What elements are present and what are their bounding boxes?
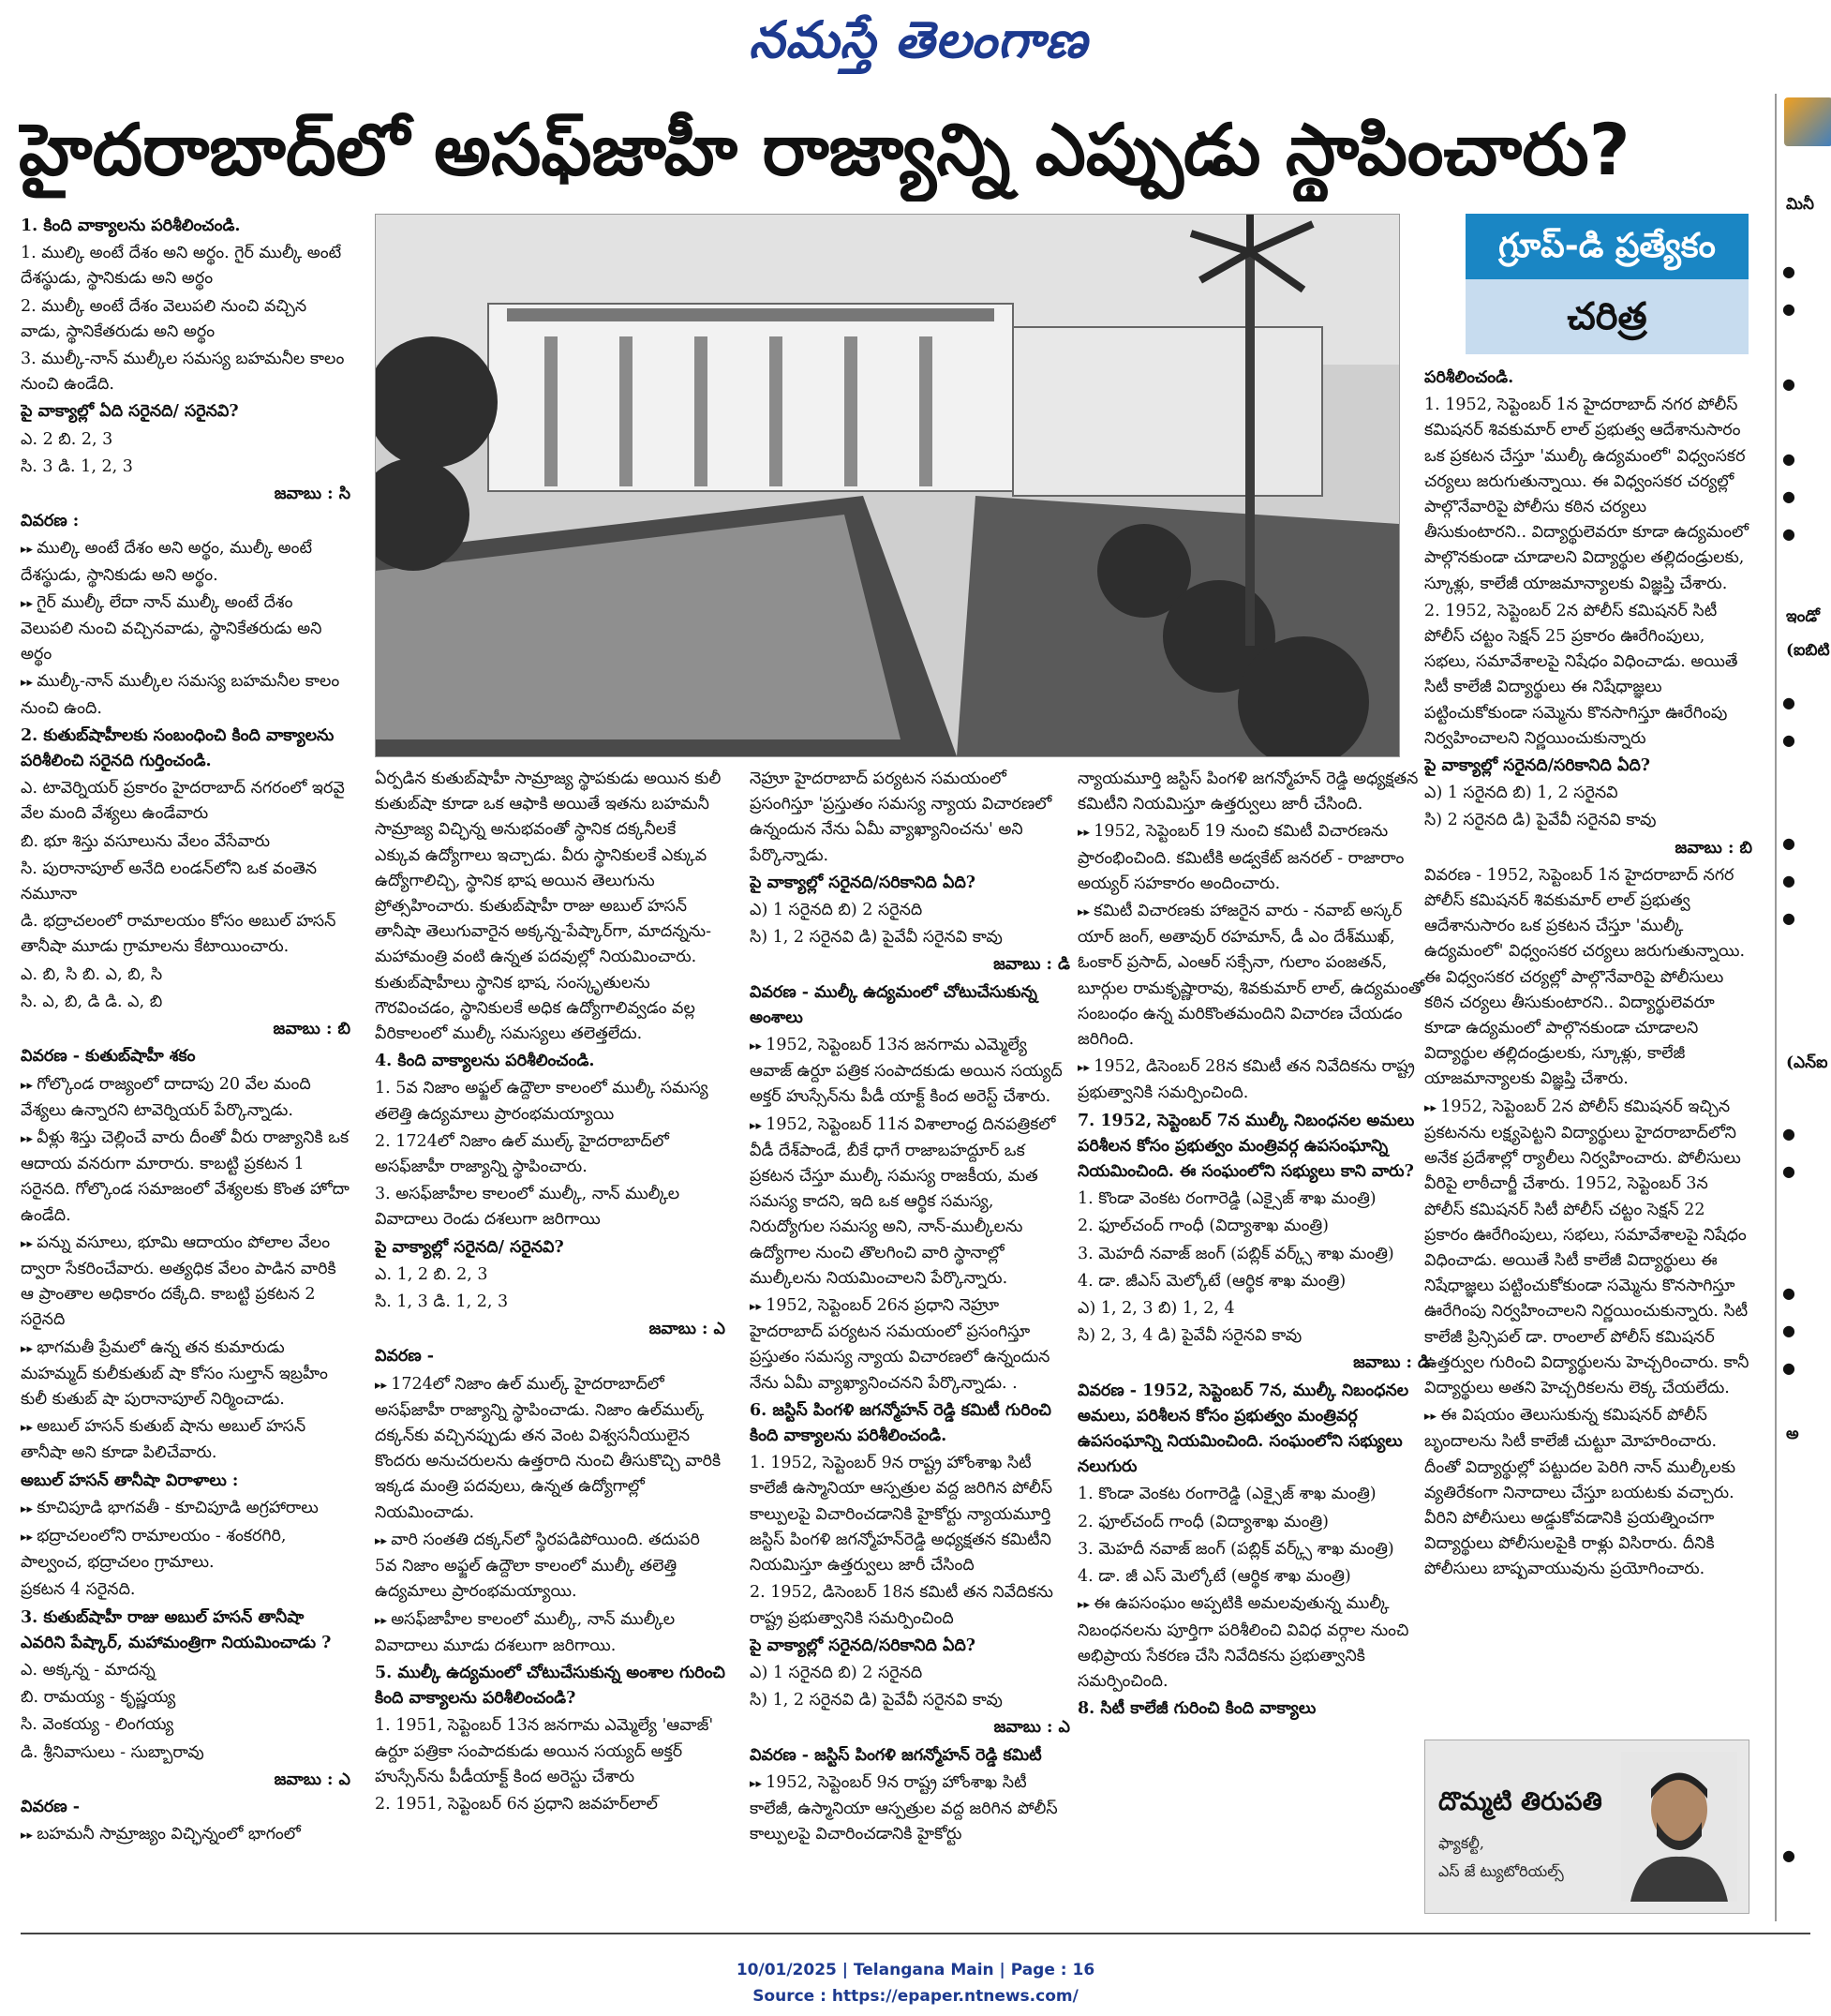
banner-group-d: గ్రూప్-డి ప్రత్యేకం: [1466, 214, 1749, 279]
paragraph-text: ▸▸ అసఫ్‌జాహీల కాలంలో ముల్కీ, నాన్ ముల్కీల వివాదాలు మూడు దశలుగా జరిగాయి.: [375, 1607, 725, 1659]
palace-photo-illustration: [376, 215, 1399, 756]
question-text: 5. ముల్కీ ఉద్యమంలో చోటుచేసుకున్న అంశాల గురించి కింది వాక్యాలను పరిశీలించండి?: [375, 1663, 725, 1709]
answer-text: జవాబు : డి: [993, 955, 1070, 975]
question-text: వివరణ -: [375, 1347, 435, 1366]
paragraph-text: ▸▸ 1952, సెప్టెంబర్ 2న పోలీస్ కమిషనర్ ఇచ్చిన ప్రకటనను లక్ష్యపెట్టని విద్యార్థులు హైదరాబాద్‌లోని అనేక ప్రదేశాల్లో ర్యాలీలు నిర్వహించారు. పోలీసులు వీరిపై లాఠీచార్జీ చేశారు. 1952, సెప్టెంబర్ 3న పోలీస్ కమిషనర్ సిటీ పోలీస్ చట్టం సెక్షన్ 22 ప్రకారం ఊరేగింపులు, సభలు, సమావేశాలపై నిషేధం విధించాడు. అయితే సిటీ కాలేజీ విద్యార్థులు ఈ నిషేధాజ్ఞలు పట్టించుకోకుండా సమ్మెను కొనసాగిస్తూ ఊరేగింపు నిర్వహించాలని నిర్ణయించుకున్నారు. సిటీ కాలేజీ ప్రిన్సిపల్ డా. రాంలాల్ పోలీస్ కమిషనర్ ఉత్తర్వుల గురించి విద్యార్థులను హెచ్చరించారు. కానీ విద్యార్థులు అతని హెచ్చరికలను లెక్క చేయలేదు.: [1424, 1095, 1752, 1401]
paragraph-text: సి) 1, 2 సరైనవి డి) పైవేవీ సరైనవి కావు: [750, 1691, 1003, 1710]
question-text: 6. జస్టిస్ పింగళి జగన్మోహన్ రెడ్డి కమిటీ గురించి కింది వాక్యాలను పరిశీలించండి.: [750, 1400, 1051, 1446]
paragraph-text: ▸▸ ముల్కి అంటే దేశం అని అర్థం, ముల్కీ అంటే దేశస్థుడు, స్థానికుడు అని అర్థం.: [21, 536, 350, 588]
sidebar-bullet-icon: ●: [1782, 872, 1795, 889]
sidebar-bullet-icon: ●: [1782, 300, 1795, 318]
paragraph-text: ▸▸ 1952, సెప్టెంబర్ 11న విశాలాంధ్ర దినపత్రికలో వీడీ దేశ్‌పాండే, బీకే ధాగే రాజాబహద్దూర్ ఒక ప్రకటన చేస్తూ ముల్కీ సమస్య రాజకీయ, మత సమస్య కాదని, ఇది ఒక ఆర్థిక సమస్య, నిరుద్యోగుల సమస్య అని, నాన్-ముల్కీలను ఉద్యోగాల నుంచి తొలగించి వారి స్థానాల్లో ముల్కీలను నియమించాలని పేర్కొన్నారు.: [750, 1113, 1070, 1292]
question-text: వివరణ :: [21, 512, 80, 531]
paragraph-text: ▸▸ ఈ ఉపసంఘం అప్పటికి అమలవుతున్న ముల్కీ నిబంధనలను పూర్తిగా పరిశీలించి వివిధ వర్గాల నుంచి అభిప్రాయ సేకరణ చేసి నివేదికను ప్రభుత్వానికి సమర్పించింది.: [1078, 1591, 1430, 1695]
paragraph-text: 1. కొండా వెంకట రంగారెడ్డి (ఎక్సైజ్ శాఖ మంత్రి): [1078, 1485, 1377, 1504]
paragraph-text: 2. ఫూల్‌చంద్ గాంధీ (విద్యాశాఖ మంత్రి): [1078, 1217, 1329, 1236]
paragraph-text: 2. 1951, సెప్టెంబర్ 6న ప్రధాని జవహర్‌లాల్: [375, 1794, 658, 1814]
paragraph-text: సి. పురానాపూల్ అనేది లండన్‌లోని ఒక వంతెన నమూనా: [21, 859, 318, 904]
paragraph-text: ▸▸ 1952, డిసెంబర్ 28న కమిటీ తన నివేదికను రాష్ట్ర ప్రభుత్వానికి సమర్పించింది.: [1078, 1054, 1430, 1106]
paragraph-text: వివరణ - 1952, సెప్టెంబర్ 1న హైదరాబాద్ నగర పోలీస్ కమిషనర్ శివకుమార్ లాల్ ప్రభుత్వ ఆదేశానుసారం ఒక ప్రకటన చేస్తూ 'ముల్కీ ఉద్యమంలో' విధ్వంసకర చర్యలు జరుగుతున్నాయి. ఈ విధ్వంసకర చర్యల్లో పాల్గొనేవారిపై పోలీసులు కఠిన చర్యలు తీసుకుంటారని.. విద్యార్థులెవరూ కూడా ఉద్యమంలో పాల్గొనకుండా చూడాలని విద్యార్థుల తల్లిదండ్రులకు, స్కూళ్లు, కాలేజీ యాజమాన్యాలకు విజ్ఞప్తి చేశారు.: [1424, 865, 1746, 1089]
question-text: పై వాక్యాల్లో సరైనది/ సరైనవి?: [375, 1237, 564, 1257]
paragraph-text: 2. ఫూల్‌చంద్ గాంధీ (విద్యాశాఖ మంత్రి): [1078, 1512, 1329, 1531]
sidebar-heading-1: మినీ: [1786, 195, 1814, 214]
author-firm: ఎస్ జే ట్యుటోరియల్స్: [1438, 1862, 1564, 1880]
paragraph-text: ▸▸ 1952, సెప్టెంబర్ 13న జనగామ ఎమ్మెల్యే ఆవాజ్ ఉర్దూ పత్రిక సంపాదకుడు అయిన సయ్యద్ అక్తర్ హుస్సేన్‌ను పీడీ యాక్ట్ కింద అరెస్ట్ చేశారు.: [750, 1033, 1070, 1111]
sidebar-bullet-icon: ●: [1782, 375, 1795, 393]
paragraph-text: ▸▸ భద్రాచలంలోని రామాలయం - శంకరగిరి, పాల్వంచ, భద్రాచలం గ్రామాలు.: [21, 1524, 350, 1575]
answer-text: జవాబు : ఎ: [274, 1770, 350, 1789]
question-text: 7. 1952, సెప్టెంబర్ 7న ముల్కీ నిబంధనల అమలు పరిశీలన కోసం ప్రభుత్వం మంత్రివర్గ ఉపసంఘాన్ని నియమించింది. ఈ సంఘంలోని సభ్యులు కాని వారు?: [1078, 1111, 1415, 1182]
footer-source-link[interactable]: Source : https://epaper.ntnews.com/: [752, 1987, 1079, 2006]
paragraph-text: 1. కొండా వెంకట రంగారెడ్డి (ఎక్సైజ్ శాఖ మంత్రి): [1078, 1189, 1377, 1209]
author-photo: [1621, 1752, 1737, 1902]
paragraph-text: ఎ) 1, 2, 3 బి) 1, 2, 4: [1078, 1299, 1235, 1319]
paragraph-text: న్యాయమూర్తి జస్టిస్ పింగళి జగన్మోహన్ రెడ్డి అధ్యక్షతన కమిటీని నియమిస్తూ ఉత్తర్వులు జారీ చేసింది.: [1078, 769, 1419, 814]
article-column-1: [21, 214, 350, 1901]
article-column-2: [375, 767, 725, 1934]
sidebar-heading-2: ఇండో: [1786, 607, 1820, 626]
paragraph-text: సి) 2, 3, 4 డి) పైవేవీ సరైనవి కావు: [1078, 1326, 1303, 1346]
paragraph-text: 2. 1952, సెప్టెంబర్ 2న పోలీస్ కమిషనర్ సిటీ పోలీస్ చట్టం సెక్షన్ 25 ప్రకారం ఊరేగింపులు, సభలు, సమావేశాలపై నిషేధం విధించాడు. అయితే సిటీ కాలేజీ విద్యార్థులు ఈ నిషేధాజ్ఞలు పట్టించుకోకుండా సమ్మెను కొనసాగిస్తూ ఊరేగింపు నిర్వహించాలని నిర్ణయించుకున్నారు: [1424, 601, 1738, 748]
question-text: 4. కింది వాక్యాలను పరిశీలించండి.: [375, 1052, 595, 1071]
answer-text: జవాబు : ఎ: [648, 1320, 725, 1339]
masthead-logo: నమస్తే తెలంగాణ: [749, 9, 1088, 69]
question-text: వివరణ -: [21, 1797, 81, 1816]
paragraph-text: ఎ. బి, సి బి. ఎ, బి, సి: [21, 964, 163, 984]
sidebar-bullet-icon: ●: [1782, 909, 1795, 927]
paragraph-text: ▸▸ 1952, సెప్టెంబర్ 26న ప్రధాని నెహ్రూ హైదరాబాద్ పర్యటన సమయంలో ప్రసంగిస్తూ ప్రస్తుతం సమస్య న్యాయ విచారణలో ఉన్నందున నేను ఏమీ వ్యాఖ్యానించనని పేర్కొన్నాడు. .: [750, 1293, 1070, 1396]
section-banner: [1466, 214, 1749, 354]
sidebar-bullet-icon: ●: [1782, 487, 1795, 505]
sidebar-bullet-icon: ●: [1782, 1284, 1795, 1302]
sidebar-bullet-icon: ●: [1782, 1359, 1795, 1377]
paragraph-text: 1. 1952, సెప్టెంబర్ 1న హైదరాబాద్ నగర పోలీస్ కమిషనర్ శివకుమార్ లాల్ ప్రభుత్వ ఆదేశానుసారం ఒక ప్రకటన చేస్తూ 'ముల్కీ ఉద్యమంలో' విధ్వంసకర చర్యలు జరుగుతున్నాయి. ఈ విధ్వంసకర చర్యల్లో పాల్గొనేవారిపై పోలీసు కఠిన చర్యలు తీసుకుంటారని.. విద్యార్థులెవరూ కూడా ఉద్యమంలో పాల్గొనకుండా చూడాలని విద్యార్థుల తల్లిదండ్రులకు, స్కూళ్లు, కాలేజీ యాజమాన్యాలకు విజ్ఞప్తి చేశారు.: [1424, 396, 1749, 593]
paragraph-text: 3. అసఫ్‌జాహీల కాలంలో ముల్కీ, నాన్ ముల్కీల వివాదాలు రెండు దశలుగా జరిగాయి: [375, 1185, 680, 1230]
answer-text: జవాబు : ఎ: [993, 1718, 1070, 1738]
paragraph-text: ▸▸ 1952, సెప్టెంబర్ 9న రాష్ట్ర హోంశాఖ సిటీ కాలేజీ, ఉస్మానియా ఆస్పత్రుల వద్ద జరిగిన పోలీస్ కాల్పులపై విచారించడానికి హైకోర్టు: [750, 1770, 1070, 1848]
paragraph-text: సి) 1, 2 సరైనవి డి) పైవేవీ సరైనవి కావు: [750, 928, 1003, 948]
article-column-3: [750, 767, 1070, 1934]
sidebar-heading-5: అ: [1786, 1425, 1799, 1443]
question-text: వివరణ - 1952, సెప్టెంబర్ 7న, ముల్కీ నిబంధనల అమలు, పరిశీలన కోసం ప్రభుత్వం మంత్రివర్గ ఉపసంఘాన్ని నియమించింది. సంఘంలోని సభ్యులు నలుగురు: [1078, 1381, 1409, 1477]
headline: హైదరాబాద్‌లో అసఫ్‌జాహీ రాజ్యాన్ని ఎప్పుడు స్థాపించారు?: [19, 108, 1630, 191]
paragraph-text: ▸▸ అబుల్ హసన్ కుతుబ్ షాను అబుల్ హసన్ తానీషా అని కూడా పిలిచేవారు.: [21, 1414, 350, 1466]
paragraph-text: సి. ఎ, బి, డి డి. ఎ, బి: [21, 992, 163, 1011]
article-column-5: [1424, 366, 1752, 1734]
sidebar-bullet-icon: ●: [1782, 694, 1795, 711]
paragraph-text: 1. 5వ నిజాం అఫ్జల్ ఉద్దౌలా కాలంలో ముల్కీ సమస్య తలెత్తి ఉద్యమాలు ప్రారంభమయ్యాయి: [375, 1079, 708, 1124]
question-text: పై వాక్యాల్లో సరైనది/సరికానిది ఏది?: [1424, 756, 1651, 776]
sidebar-bullet-icon: ●: [1782, 1322, 1795, 1339]
paragraph-text: సి) 2 సరైనది డి) పైవేవీ సరైనవి కావు: [1424, 811, 1657, 830]
paragraph-text: 1. ముల్కి అంటే దేశం అని అర్థం. గైర్ ముల్కీ అంటే దేశస్థుడు, స్థానికుడు అని అర్థం: [21, 244, 342, 289]
article-column-4: [1078, 767, 1430, 1934]
banner-subject: చరిత్ర: [1466, 279, 1749, 354]
paragraph-text: ▸▸ భాగమతీ ప్రేమలో ఉన్న తన కుమారుడు మహమ్మద్ కులీకుతుబ్ షా కోసం సుల్తాన్ ఇబ్రహీం కులీ కుతుబ్ షా పురానాపూల్ నిర్మించాడు.: [21, 1336, 350, 1413]
question-text: 2. కుతుబ్‌షాహీలకు సంబంధించి కింది వాక్యాలను పరిశీలించి సరైనది గుర్తించండి.: [21, 725, 335, 771]
paragraph-text: 2. 1724లో నిజాం ఉల్ ముల్క్ హైదరాబాద్‌లో అసఫ్‌జాహీ రాజ్యాన్ని స్థాపించారు.: [375, 1131, 669, 1177]
paragraph-text: ఎ. 1, 2 బి. 2, 3: [375, 1264, 488, 1284]
question-text: పై వాక్యాల్లో సరైనది/సరికానిది ఏది?: [750, 1635, 976, 1655]
paragraph-text: బి. భూ శిస్తు వసూలును వేలం వేసేవారు: [21, 831, 271, 851]
question-text: 8. సిటీ కాలేజీ గురించి కింది వాక్యాలు: [1078, 1699, 1317, 1719]
author-box: [1424, 1740, 1749, 1914]
paragraph-text: ఎ) 1 సరైనది బి) 2 సరైనది: [750, 1663, 923, 1682]
question-text: 3. కుతుబ్‌షాహీ రాజు అబుల్ హసన్ తానీషా ఎవరిని పేష్కార్, మహామంత్రిగా నియమించాడు ?: [21, 1607, 332, 1652]
question-text: పరిశీలించండి.: [1424, 368, 1514, 387]
question-text: వివరణ - ముల్కీ ఉద్యమంలో చోటుచేసుకున్న అంశాలు: [750, 982, 1037, 1027]
paragraph-text: ▸▸ బహమనీ సామ్రాజ్యం విచ్ఛిన్నంలో భాగంలో: [21, 1822, 350, 1848]
sidebar-bullet-icon: ●: [1782, 1846, 1795, 1864]
paragraph-text: ఎ) 1 సరైనది బి) 1, 2 సరైనవి: [1424, 784, 1618, 803]
question-text: 1. కింది వాక్యాలను పరిశీలించండి.: [21, 217, 241, 235]
paragraph-text: ▸▸ ఈ విషయం తెలుసుకున్న కమిషనర్ పోలీస్ బృందాలను సిటీ కాలేజీ చుట్టూ మోహరించారు. దీంతో విద్యార్థుల్లో పట్టుదల పెరిగి నాన్ ముల్కీలకు వ్యతిరేకంగా నినాదాలు చేస్తూ బయటకు వచ్చారు. వీరిని పోలీసులు అడ్డుకోవడానికి ప్రయత్నించగా విద్యార్థులు పోలీసులపైకి రాళ్లు విసిరారు. దీనికి పోలీసులు బాష్పవాయువును ప్రయోగించారు.: [1424, 1403, 1752, 1582]
paragraph-text: ఎ) 1 సరైనది బి) 2 సరైనది: [750, 901, 923, 920]
paragraph-text: ▸▸ కూచిపూడి భాగవతీ - కూచిపూడి అగ్రహారాలు: [21, 1496, 350, 1522]
footer-divider: [21, 1933, 1810, 1934]
author-role: ఫ్యాకల్టీ,: [1438, 1834, 1484, 1852]
paragraph-text: సి. వెంకయ్య - లింగయ్య: [21, 1715, 174, 1735]
question-text: వివరణ - కుతుబ్‌షాహీ శకం: [21, 1047, 196, 1067]
paragraph-text: 1. 1952, సెప్టెంబర్ 9న రాష్ట్ర హోంశాఖ సిటీ కాలేజీ ఉస్మానియా ఆస్పత్రుల వద్ద జరిగిన పోలీస్ కాల్పులపై విచారించడానికి హైకోర్టు న్యాయమూర్తి జస్టిస్ పింగళి జగన్మోహన్‌రెడ్డి అధ్యక్షతన కమిటీని నియమిస్తూ ఉత్తర్వులు జారీ చేసింది: [750, 1454, 1053, 1575]
sidebar-bullet-icon: ●: [1782, 525, 1795, 543]
paragraph-text: 1. 1951, సెప్టెంబర్ 13న జనగామ ఎమ్మెల్యే 'ఆవాజ్' ఉర్దూ పత్రికా సంపాదకుడు అయిన సయ్యద్ అక్తర్ హుస్సేన్‌ను పీడీయాక్ట్ కింద అరెస్టు చేశారు: [375, 1716, 714, 1786]
sidebar-logo-icon: [1784, 97, 1831, 146]
paragraph-text: 2. 1952, డిసెంబర్ 18న కమిటీ తన నివేదికను రాష్ట్ర ప్రభుత్వానికి సమర్పించింది: [750, 1583, 1053, 1628]
paragraph-text: ▸▸ 1724లో నిజాం ఉల్ ముల్క్ హైదరాబాద్‌లో అసఫ్‌జాహీ రాజ్యాన్ని స్థాపించాడు. నిజాం ఉల్‌ముల్క్ దక్కన్‌కు వచ్చినప్పుడు తన వెంట విశ్వసనీయులైన కొందరు అనుచరులను ఉత్తరాది నుంచి తీసుకొచ్చి వారికి ఇక్కడ మంత్రి పదవులు, ఉన్నత ఉద్యోగాల్లో నియమించాడు.: [375, 1372, 725, 1526]
sidebar-bullet-icon: ●: [1782, 1162, 1795, 1180]
paragraph-text: 3. ముల్కీ-నాన్ ముల్కీల సమస్య బహమనీల కాలం నుంచి ఉండేది.: [21, 350, 345, 395]
paragraph-text: డి. భద్రాచలంలో రామాలయం కోసం అబుల్ హసన్ తానీషా మూడు గ్రామాలను కేటాయించారు.: [21, 912, 336, 957]
question-text: వివరణ - జస్టిస్ పింగళి జగన్మోహన్ రెడ్డి కమిటీ: [750, 1745, 1042, 1765]
adjacent-article-sidebar: [1775, 94, 1831, 1921]
paragraph-text: 3. మెహదీ నవాజ్ జంగ్ (పబ్లిక్ వర్క్స్ శాఖ మంత్రి): [1078, 1539, 1394, 1559]
sidebar-bullet-icon: ●: [1782, 731, 1795, 749]
palace-photo: [375, 214, 1400, 757]
paragraph-text: ఏర్పడిన కుతుబ్‌షాహీ సామ్రాజ్య స్థాపకుడు అయిన కులీ కుతుబ్‌షా కూడా ఒక ఆఫాకి అయితే ఇతను బహమనీ సామ్రాజ్య విచ్ఛిన్న అనుభవంతో స్థానిక దక్కనీలకే ఎక్కువ ఉద్యోగాలు ఇచ్చాడు. వీరు స్థానికులకే ఎక్కువ ఉద్యోగాలిచ్చి, స్థానిక భాష అయిన తెలుగును ప్రోత్సహించారు. కుతుబ్‌షాహీ రాజు అబుల్ హసన్ తానీషా తెలుగువారైన అక్కన్న-పేష్కార్‌గా, మాదన్నను-మహామంత్రి వంటి ఉన్నత పదవుల్లో నియమించారు. కుతుబ్‌షాహీలు స్థానిక భాష, సంస్కృతులను గౌరవించడం, స్థానికులకే అధిక ఉద్యోగాలివ్వడం వల్ల వీరికాలంలో ముల్కీ సమస్యలు తలెత్తలేదు.: [375, 769, 722, 1044]
paragraph-text: ▸▸ వీళ్లు శిస్తు చెల్లించే వారు దీంతో వీరు రాజ్యానికి ఒక ఆదాయ వనరుగా మారారు. కాబట్టి ప్రకటన 1 సరైనది. గోల్కొండ సమాజంలో వేశ్యలకు కొంత హోదా ఉండేది.: [21, 1126, 350, 1229]
paragraph-text: సి. 1, 3 డి. 1, 2, 3: [375, 1292, 509, 1312]
answer-text: జవాబు : డి: [1353, 1353, 1430, 1373]
paragraph-text: ఎ. టావెర్నియర్ ప్రకారం హైదరాబాద్ నగరంలో ఇరవై వేల మంది వేశ్యలు ఉండేవారు: [21, 779, 345, 824]
question-text: పై వాక్యాల్లో సరైనది/సరికానిది ఏది?: [750, 873, 976, 892]
answer-text: జవాబు : బి: [273, 1020, 350, 1039]
paragraph-text: ఎ. అక్కన్న - మాదన్న: [21, 1660, 156, 1680]
answer-text: జవాబు : బి: [1675, 838, 1752, 858]
paragraph-text: సి. 3 డి. 1, 2, 3: [21, 456, 133, 476]
sidebar-bullet-icon: ●: [1782, 450, 1795, 468]
paragraph-text: ఎ. 2 బి. 2, 3: [21, 429, 113, 449]
author-name: దొమ్మటి తిరుపతి: [1438, 1787, 1602, 1816]
answer-text: జవాబు : సి: [274, 485, 350, 504]
sidebar-bullet-icon: ●: [1782, 1125, 1795, 1142]
paragraph-text: నెహ్రూ హైదరాబాద్ పర్యటన సమయంలో ప్రసంగిస్తూ 'ప్రస్తుతం సమస్య న్యాయ విచారణలో ఉన్నందున నేను ఏమీ వ్యాఖ్యానించను' అని పేర్కొన్నాడు.: [750, 769, 1052, 865]
author-portrait-icon: [1621, 1752, 1737, 1902]
sidebar-bullet-icon: ●: [1782, 262, 1795, 280]
paragraph-text: 4. డా. జీఎస్ మెల్కోటే (ఆర్థిక శాఖ మంత్రి): [1078, 1271, 1347, 1291]
paragraph-text: డి. శ్రీనివాసులు - సుబ్బారావు: [21, 1742, 204, 1762]
footer-edition-info: 10/01/2025 | Telangana Main | Page : 16: [736, 1961, 1095, 1979]
sidebar-heading-4: (ఎన్ఐ: [1786, 1053, 1828, 1072]
paragraph-text: ▸▸ వారి సంతతి దక్కన్‌లో స్థిరపడిపోయింది. తదుపరి 5వ నిజాం అఫ్జల్ ఉద్దౌలా కాలంలో ముల్కీ తలెత్తి ఉద్యమాలు ప్రారంభమయ్యాయి.: [375, 1528, 725, 1605]
paragraph-text: 4. డా. జీ ఎస్ మెల్కోటే (ఆర్థిక శాఖ మంత్రి): [1078, 1567, 1351, 1587]
paragraph-text: 3. మెహదీ నవాజ్ జంగ్ (పబ్లిక్ వర్క్స్ శాఖ మంత్రి): [1078, 1244, 1394, 1263]
paragraph-text: ▸▸ ముల్కీ-నాన్ ముల్కీల సమస్య బహమనీల కాలం నుంచి ఉంది.: [21, 669, 350, 721]
question-text: పై వాక్యాల్లో ఏది సరైనది/ సరైనవి?: [21, 402, 239, 422]
paragraph-text: ▸▸ కమిటీ విచారణకు హాజరైన వారు - నవాబ్ అస్కర్ యార్ జంగ్, అతావుర్ రహమాన్, డీ ఎం దేశ్‌ముఖ్, ఓంకార్ ప్రసాద్, ఎంఆర్ సక్సేనా, గులాం పంజతన్, బూర్గుల రామకృష్ణారావు, శివకుమార్ లాల్, ఉద్యమంతో సంబంధం ఉన్న మరికొంతమందిని విచారణ చేయడం జరిగింది.: [1078, 899, 1430, 1053]
paragraph-text: ▸▸ గోల్కొండ రాజ్యంలో దాదాపు 20 వేల మంది వేశ్యలు ఉన్నారని టావెర్నియర్ పేర్కొన్నాడు.: [21, 1072, 350, 1124]
sidebar-heading-3: (ఐబిటి: [1786, 641, 1830, 660]
sidebar-bullet-icon: ●: [1782, 834, 1795, 852]
question-text: అబుల్ హసన్ తానీషా విరాళాలు :: [21, 1471, 239, 1490]
paragraph-text: ▸▸ పన్ను వసూలు, భూమి ఆదాయం పోలాల వేలం ద్వారా సేకరించేవారు. అత్యధిక వేలం పాడిన వారికి ఆ ప్రాంతాల అధికారం దక్కేది. కాబట్టి ప్రకటన 2 సరైనది: [21, 1231, 350, 1334]
paragraph-text: 2. ముల్కీ అంటే దేశం వెలుపలి నుంచి వచ్చిన వాడు, స్థానికేతరుడు అని అర్థం: [21, 296, 307, 341]
paragraph-text: ▸▸ గైర్ ముల్కీ లేదా నాన్ ముల్కీ అంటే దేశం వెలుపలి నుంచి వచ్చినవాడు, స్థానికేతరుడు అని అర్థం: [21, 590, 350, 668]
paragraph-text: బి. రామయ్య - కృష్ణయ్య: [21, 1688, 176, 1708]
paragraph-text: ప్రకటన 4 సరైనది.: [21, 1580, 136, 1600]
paragraph-text: ▸▸ 1952, సెప్టెంబర్ 19 నుంచి కమిటీ విచారణను ప్రారంభించింది. కమిటీకి అడ్వకేట్ జనరల్ - రాజారాం అయ్యర్ సహకారం అందించారు.: [1078, 819, 1430, 897]
